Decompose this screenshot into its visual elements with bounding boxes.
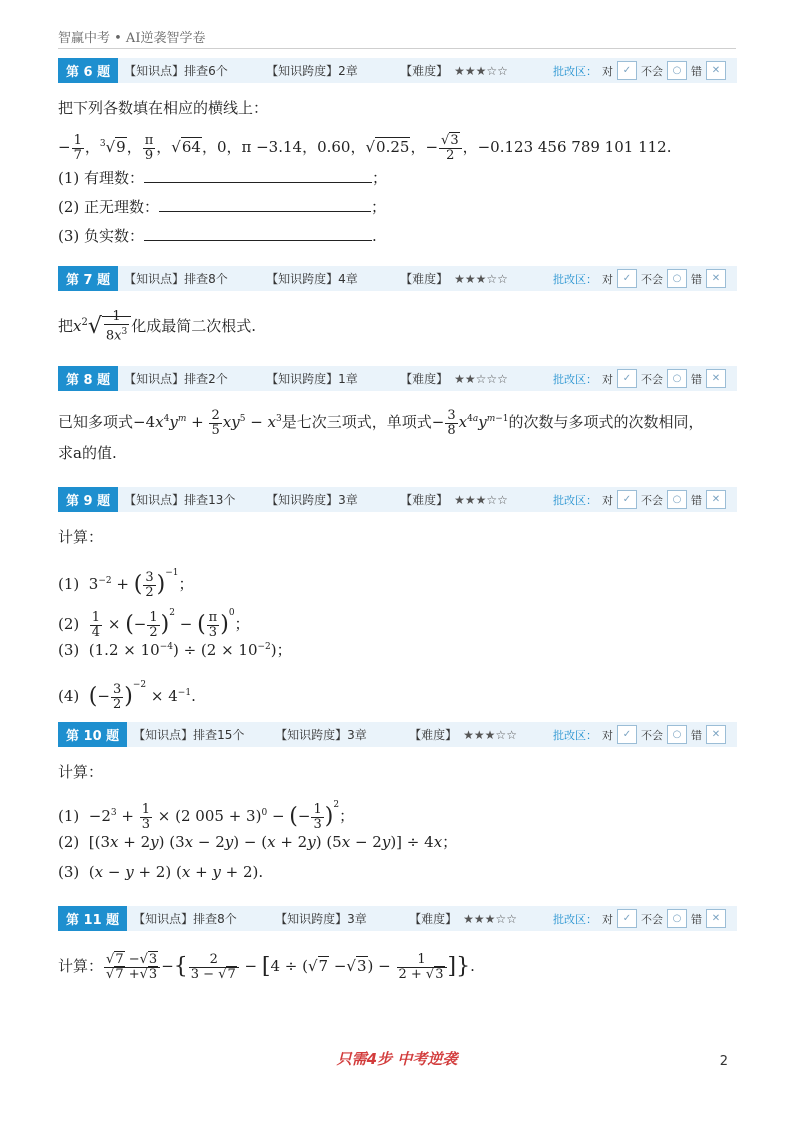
review-title: 批改区：	[553, 912, 597, 926]
right-label: 对	[602, 493, 613, 507]
right-checkbox[interactable]: ✓	[617, 269, 637, 288]
q6-numbers-end: ，−0.123 456 789 101 112.	[462, 138, 672, 156]
difficulty-stars: ★★★☆☆	[454, 271, 508, 286]
review-area	[553, 61, 729, 80]
wrong-label: 错	[691, 372, 702, 386]
q10-item-3: (3) (x − y + 2) (x + y + 2).	[58, 863, 264, 881]
wrong-checkbox[interactable]: ✕	[706, 61, 726, 80]
wrong-checkbox[interactable]: ✕	[706, 725, 726, 744]
unknown-checkbox[interactable]: ○	[667, 490, 687, 509]
q6-numbers-mid: ，0，π −3.14，0.60，	[201, 138, 366, 156]
q10-intro: 计算：	[58, 763, 104, 781]
question-bar-11	[58, 906, 737, 931]
review-title: 批改区：	[553, 64, 597, 78]
wrong-label: 错	[691, 272, 702, 286]
q6-blank-1[interactable]	[144, 168, 372, 183]
q10-item-2-label: (2)	[58, 833, 80, 851]
wrong-checkbox[interactable]: ✕	[706, 369, 726, 388]
right-label: 对	[602, 272, 613, 286]
unknown-label: 不会	[641, 272, 663, 286]
q6-item-1-end: ；	[372, 169, 388, 187]
q6-item-1	[58, 168, 387, 188]
question-bar-8	[58, 366, 737, 391]
knowledge-points: 【知识点】排查15个	[133, 728, 245, 742]
question-bar-6	[58, 58, 737, 83]
q6-item-3-label: (3) 负实数：	[58, 227, 145, 245]
review-area	[553, 725, 729, 744]
q6-item-3	[58, 226, 377, 246]
q6-intro: 把下列各数填在相应的横线上：	[58, 99, 269, 117]
q6-item-1-label: (1) 有理数：	[58, 169, 145, 187]
review-title: 批改区：	[553, 272, 597, 286]
difficulty-stars: ★★★☆☆	[463, 911, 517, 926]
q6-item-2-end: ；	[371, 198, 387, 216]
q9-item-4: (4) (− $\frac{3}{2}$ )$^{-2} \times 4^{-1}$.	[58, 680, 196, 712]
question-bar-7	[58, 266, 737, 291]
q6-item-3-end: .	[372, 227, 377, 245]
right-checkbox[interactable]: ✓	[617, 490, 637, 509]
wrong-label: 错	[691, 64, 702, 78]
q9-intro: 计算：	[58, 528, 104, 546]
question-bar-10	[58, 722, 737, 747]
unknown-label: 不会	[641, 493, 663, 507]
wrong-label: 错	[691, 912, 702, 926]
review-area	[553, 269, 729, 288]
q9-item-3: (3) $(1.2 \times 10^{-4}) \div (2 \times 10^{-2})$；	[58, 641, 292, 659]
q9-item-4-label: (4)	[58, 687, 80, 705]
unknown-checkbox[interactable]: ○	[667, 909, 687, 928]
q8-text-b: 是七次三项式，单项式	[281, 413, 432, 431]
review-title: 批改区：	[553, 728, 597, 742]
right-label: 对	[602, 372, 613, 386]
wrong-checkbox[interactable]: ✕	[706, 269, 726, 288]
page-number: 2	[719, 1054, 728, 1069]
q9-item-1-label: (1)	[58, 575, 80, 593]
q10-item-1-label: (1)	[58, 807, 80, 825]
q8-line-1: 已知多项式$-4x^4y^m$ + $\frac{2}{5}$ $xy^5 - x^3$是七次三项式，单项式− $\frac{3}{8}$ $x^{4a}y^{m-1}$的次数与多项式的次数相同，	[58, 407, 704, 438]
q6-blank-3[interactable]	[144, 226, 372, 241]
unknown-label: 不会	[641, 64, 663, 78]
unknown-label: 不会	[641, 372, 663, 386]
difficulty-stars: ★★★☆☆	[463, 727, 517, 742]
page-header: 智赢中考 • AI逆袭智学卷	[58, 31, 206, 46]
review-area	[553, 909, 729, 928]
right-checkbox[interactable]: ✓	[617, 61, 637, 80]
knowledge-points: 【知识点】排查13个	[124, 493, 236, 507]
footer-logo: 只需4步 中考逆袭	[336, 1050, 458, 1068]
wrong-label: 错	[691, 493, 702, 507]
difficulty-stars: ★★★☆☆	[454, 492, 508, 507]
difficulty-label: 【难度】	[400, 372, 449, 386]
unknown-checkbox[interactable]: ○	[667, 61, 687, 80]
review-area	[553, 490, 729, 509]
q11-expression: 计算： $\frac{√7 -√3}{√7 +√3}$ −{ $\frac{2}{3 - √7}$ − [4 ÷ (√7 −√3) − $\frac{1}{2 + √3}$ ]}.	[58, 951, 475, 982]
unknown-label: 不会	[641, 728, 663, 742]
q8-text-a: 已知多项式	[58, 413, 134, 431]
q10-item-2: (2) [(3x + 2y) (3x − 2y) − (x + 2y) (5x − 2y)] ÷ 4x；	[58, 833, 458, 851]
knowledge-span: 【知识跨度】4章	[266, 272, 358, 286]
q10-item-1: $(1) -2^3$ + $\frac{1}{3}$ × (2 005 + 3)$^0$ − (− $\frac{1}{3}$ )$^2$；	[58, 800, 355, 832]
unknown-checkbox[interactable]: ○	[667, 725, 687, 744]
knowledge-span: 【知识跨度】3章	[266, 493, 358, 507]
q9-item-3-label: (3)	[58, 641, 80, 659]
review-area	[553, 369, 729, 388]
q9-item-2-label: (2)	[58, 615, 80, 633]
right-label: 对	[602, 912, 613, 926]
q10-item-3-label: (3)	[58, 863, 80, 881]
q9-item-2: (2) $\frac{1}{4}$ × (− $\frac{1}{2}$ )$^2$ − ( $\frac{\pi}{3}$ )$^0$；	[58, 608, 250, 640]
right-label: 对	[602, 728, 613, 742]
difficulty-stars: ★★☆☆☆	[454, 371, 508, 386]
wrong-checkbox[interactable]: ✕	[706, 909, 726, 928]
knowledge-span: 【知识跨度】3章	[275, 912, 367, 926]
question-number: 第 11 题	[58, 906, 127, 931]
review-title: 批改区：	[553, 372, 597, 386]
q8-text-c: 的次数与多项式的次数相同，	[508, 413, 704, 431]
q6-blank-2[interactable]	[159, 197, 371, 212]
header-rule	[58, 48, 736, 49]
question-number: 第 9 题	[58, 487, 118, 512]
difficulty-label: 【难度】	[409, 912, 458, 926]
q6-item-2	[58, 197, 386, 217]
review-title: 批改区：	[553, 493, 597, 507]
q7-pre: 把	[58, 317, 74, 335]
wrong-checkbox[interactable]: ✕	[706, 490, 726, 509]
question-number: 第 7 题	[58, 266, 118, 291]
q6-item-2-label: (2) 正无理数：	[58, 198, 160, 216]
difficulty-label: 【难度】	[400, 493, 449, 507]
knowledge-span: 【知识跨度】3章	[275, 728, 367, 742]
question-number: 第 10 题	[58, 722, 127, 747]
right-label: 对	[602, 64, 613, 78]
question-number: 第 6 题	[58, 58, 118, 83]
unknown-label: 不会	[641, 912, 663, 926]
q8-line-2: 求a的值.	[58, 444, 117, 462]
question-bar-9	[58, 487, 737, 512]
q7-post: 化成最简二次根式.	[131, 317, 257, 335]
q6-numbers: − $\frac{1}{7}$ ，$^3$√9， $\frac{\pi}{9}$ ，√64，0，π −3.14，0.60，√0.25，− $\frac{√3}{2}$ ，−0.123 456 789 101 112.	[58, 132, 672, 163]
difficulty-label: 【难度】	[409, 728, 458, 742]
knowledge-span: 【知识跨度】2章	[266, 64, 358, 78]
wrong-label: 错	[691, 728, 702, 742]
knowledge-span: 【知识跨度】1章	[266, 372, 358, 386]
difficulty-label: 【难度】	[400, 64, 449, 78]
q7-text: 把$x^2√$ $\frac{1}{8x^3}$ 化成最简二次根式.	[58, 309, 257, 344]
right-checkbox[interactable]: ✓	[617, 725, 637, 744]
difficulty-label: 【难度】	[400, 272, 449, 286]
unknown-checkbox[interactable]: ○	[667, 369, 687, 388]
knowledge-points: 【知识点】排查6个	[124, 64, 228, 78]
right-checkbox[interactable]: ✓	[617, 369, 637, 388]
q9-item-1: (1) $3^{-2}$ + ( $\frac{3}{2}$ )$^{-1}$；	[58, 568, 194, 600]
right-checkbox[interactable]: ✓	[617, 909, 637, 928]
q11-intro: 计算：	[58, 957, 104, 975]
knowledge-points: 【知识点】排查8个	[133, 912, 237, 926]
knowledge-points: 【知识点】排查2个	[124, 372, 228, 386]
difficulty-stars: ★★★☆☆	[454, 63, 508, 78]
knowledge-points: 【知识点】排查8个	[124, 272, 228, 286]
question-number: 第 8 题	[58, 366, 118, 391]
unknown-checkbox[interactable]: ○	[667, 269, 687, 288]
